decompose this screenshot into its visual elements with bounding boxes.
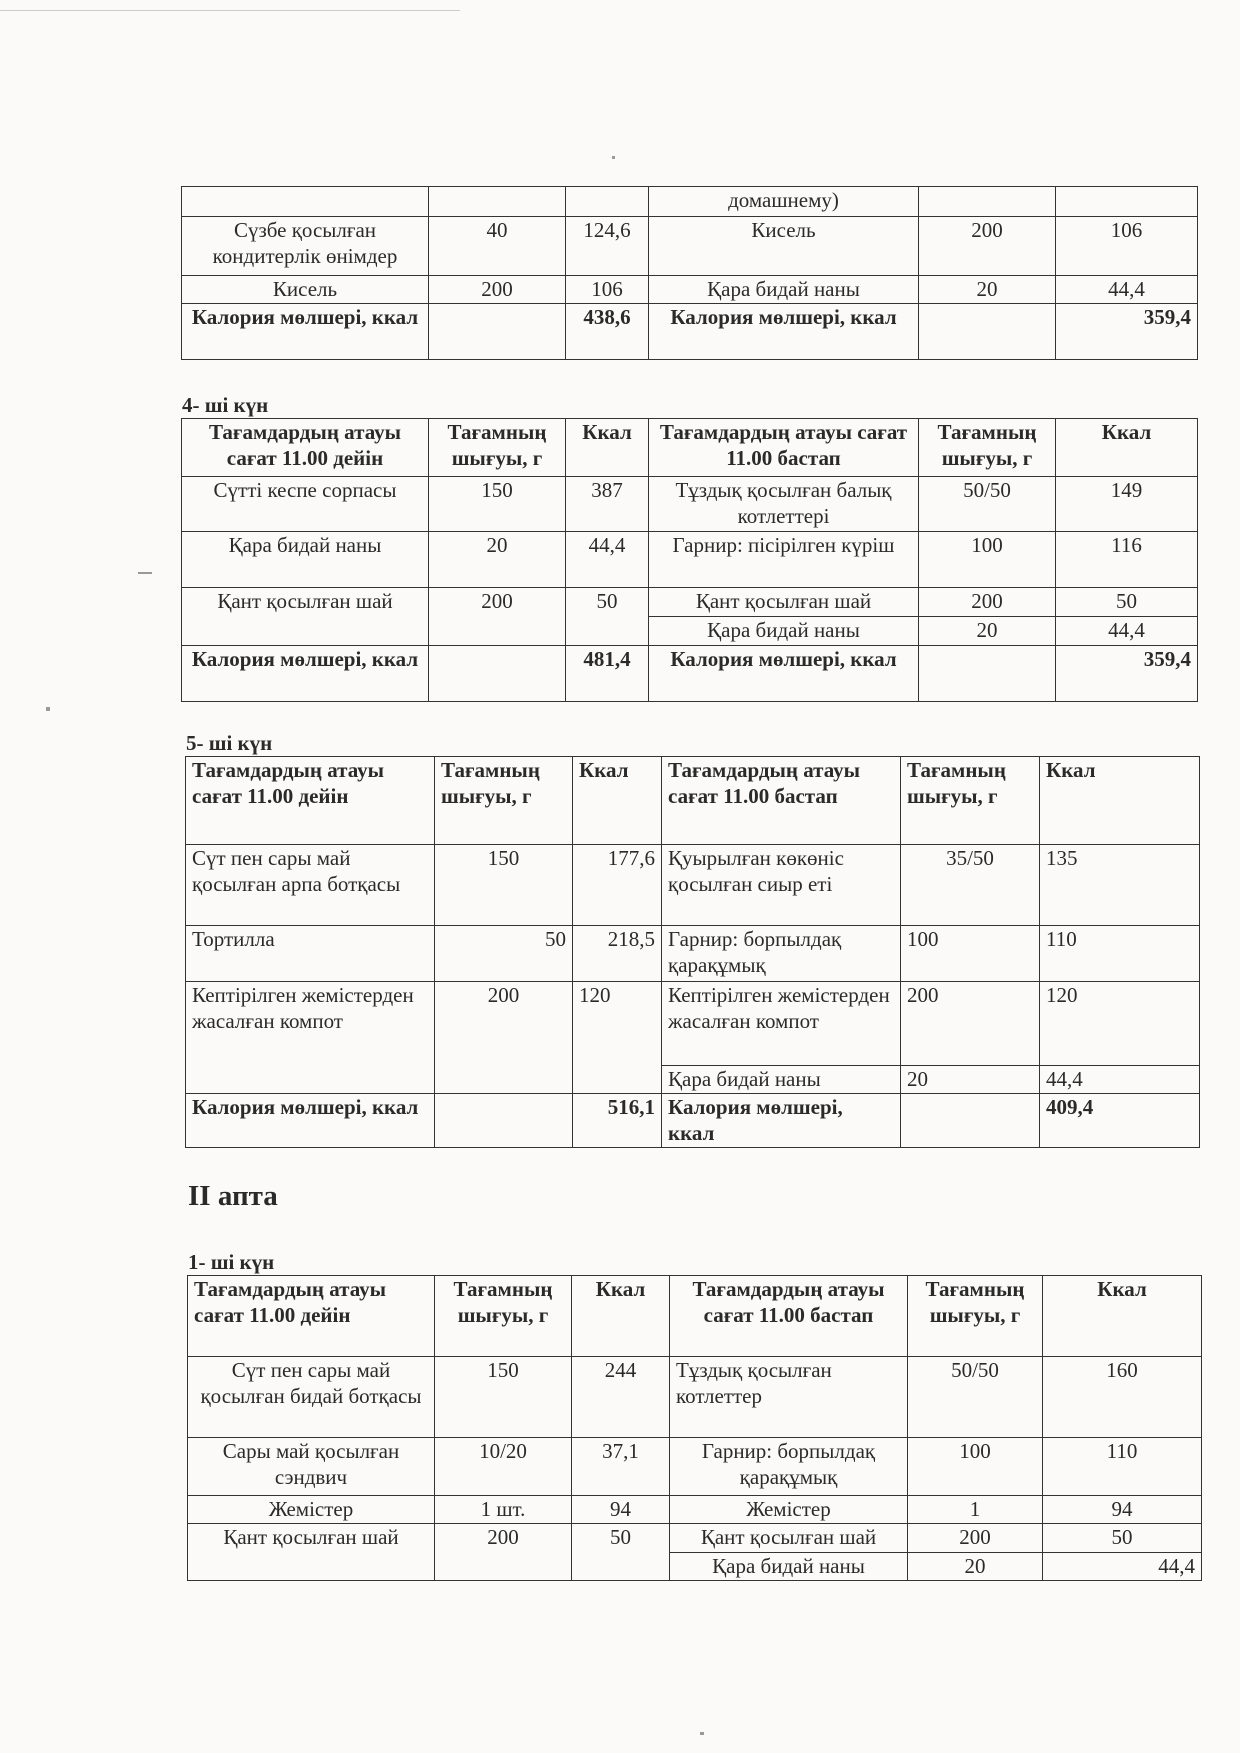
table-cell: Калория мөлшері, ккал: [182, 304, 429, 360]
header-cell: Ккал: [1043, 1276, 1202, 1357]
table-cell: [429, 304, 566, 360]
table-cell: 200: [429, 588, 566, 646]
table-header-row: [186, 757, 1200, 845]
table-cell: 200: [919, 217, 1056, 276]
week2-day1-table: [187, 1275, 1202, 1581]
table-cell: 160: [1043, 1357, 1202, 1438]
day4-label: 4- ші күн: [182, 393, 269, 417]
table-cell: Сүт пен сары май қосылған арпа ботқасы: [186, 845, 435, 926]
header-cell: Тағамның шығуы, г: [901, 757, 1040, 845]
table-cell: 94: [1043, 1496, 1202, 1524]
table-cell: Сары май қосылған сэндвич: [188, 1438, 435, 1496]
table-cell: 10/20: [435, 1438, 572, 1496]
table-cell: 106: [1056, 217, 1198, 276]
table-cell: 40: [429, 217, 566, 276]
table-cell: 200: [435, 982, 573, 1094]
table-cell: Гарнир: пісірілген күріш: [649, 532, 919, 588]
table-cell: Калория мөлшері, ккал: [649, 646, 919, 702]
table-cell: Калория мөлшері, ккал: [182, 646, 429, 702]
table-cell: 100: [919, 532, 1056, 588]
table-cell: 50/50: [919, 477, 1056, 532]
table-cell: Гарнир: борпылдақ қарақұмық: [670, 1438, 908, 1496]
table-cell: 135: [1040, 845, 1200, 926]
table-cell: Қант қосылған шай: [182, 588, 429, 646]
table-cell: 44,4: [1040, 1066, 1200, 1094]
table-row: [182, 477, 1198, 532]
top-meal-table: [181, 186, 1198, 360]
table-cell: Кисель: [649, 217, 919, 276]
table-cell: 44,4: [1056, 617, 1198, 646]
table-cell: Кисель: [182, 276, 429, 304]
table-cell: [429, 187, 566, 217]
table-cell: 37,1: [572, 1438, 670, 1496]
header-cell: Тағамдардың атауы сағат 11.00 бастап: [662, 757, 901, 845]
table-cell: 35/50: [901, 845, 1040, 926]
day5-table: [185, 756, 1200, 1148]
table-cell: 244: [572, 1357, 670, 1438]
table-cell: [901, 1094, 1040, 1148]
table-cell: 50: [1056, 588, 1198, 617]
table-cell: Тұздық қосылған балық котлеттері: [649, 477, 919, 532]
table-cell: Гарнир: борпылдақ қарақұмық: [662, 926, 901, 982]
table-cell: Қара бидай наны: [182, 532, 429, 588]
day5-label: 5- ші күн: [186, 731, 273, 755]
table-cell: 149: [1056, 477, 1198, 532]
table-cell: 200: [908, 1524, 1043, 1553]
header-cell: Тағамдардың атауы сағат 11.00 бастап: [670, 1276, 908, 1357]
table-cell: Тұздық қосылған котлеттер: [670, 1357, 908, 1438]
table-header-row: [188, 1276, 1202, 1357]
table-cell: 1 шт.: [435, 1496, 572, 1524]
table-cell: 44,4: [566, 532, 649, 588]
header-cell: Ккал: [566, 419, 649, 477]
table-cell: 120: [1040, 982, 1200, 1066]
table-cell: 50: [435, 926, 573, 982]
table-cell: Калория мөлшері, ккал: [186, 1094, 435, 1148]
table-cell: 110: [1040, 926, 1200, 982]
table-cell: 359,4: [1056, 646, 1198, 702]
table-cell: 359,4: [1056, 304, 1198, 360]
table-cell: Сүтті кеспе сорпасы: [182, 477, 429, 532]
table-cell: 50: [572, 1524, 670, 1581]
table-cell: 124,6: [566, 217, 649, 276]
header-cell: Тағамдардың атауы сағат 11.00 бастап: [649, 419, 919, 477]
table-cell: 218,5: [573, 926, 662, 982]
table-cell: 150: [435, 845, 573, 926]
table-row: [188, 1524, 1202, 1553]
table-cell: Қант қосылған шай: [670, 1524, 908, 1553]
table-cell: 200: [429, 276, 566, 304]
table-cell: 516,1: [573, 1094, 662, 1148]
table-cell: 110: [1043, 1438, 1202, 1496]
table-cell: Қара бидай наны: [649, 276, 919, 304]
table-cell: 150: [435, 1357, 572, 1438]
header-cell: Тағамның шығуы, г: [919, 419, 1056, 477]
scan-edge-mark: [0, 10, 460, 11]
scan-speck: [138, 572, 152, 574]
table-cell: 481,4: [566, 646, 649, 702]
table-cell: 438,6: [566, 304, 649, 360]
table-cell: 44,4: [1056, 276, 1198, 304]
table-row: [186, 845, 1200, 926]
day4-table: [181, 418, 1198, 702]
table-cell: 177,6: [573, 845, 662, 926]
table-cell: домашнему): [649, 187, 919, 217]
table-cell: Сүзбе қосылған кондитерлік өнімдер: [182, 217, 429, 276]
week-title: II апта: [188, 1180, 278, 1212]
table-row: [186, 982, 1200, 1066]
table-cell: 1: [908, 1496, 1043, 1524]
table-cell: 94: [572, 1496, 670, 1524]
table-row: [186, 1094, 1200, 1148]
table-cell: 20: [919, 617, 1056, 646]
table-cell: [919, 187, 1056, 217]
table-cell: [1056, 187, 1198, 217]
table-cell: 50: [566, 588, 649, 646]
table-cell: 150: [429, 477, 566, 532]
table-cell: Тортилла: [186, 926, 435, 982]
table-header-row: [182, 419, 1198, 477]
table-row: [186, 926, 1200, 982]
week2-day1-label: 1- ші күн: [188, 1250, 275, 1274]
header-cell: Тағамның шығуы, г: [429, 419, 566, 477]
table-row: [182, 532, 1198, 588]
table-cell: 100: [901, 926, 1040, 982]
header-cell: Тағамның шығуы, г: [908, 1276, 1043, 1357]
header-cell: Ккал: [573, 757, 662, 845]
table-cell: [182, 187, 429, 217]
table-cell: Қуырылған көкөніс қосылған сиыр еті: [662, 845, 901, 926]
table-row: [182, 304, 1198, 360]
header-cell: Тағамдардың атауы сағат 11.00 дейін: [186, 757, 435, 845]
table-row: [182, 187, 1198, 217]
header-cell: Тағамдардың атауы сағат 11.00 дейін: [182, 419, 429, 477]
scan-speck: [700, 1732, 704, 1735]
table-cell: 50: [1043, 1524, 1202, 1553]
table-row: [188, 1496, 1202, 1524]
scan-speck: [612, 156, 615, 159]
table-cell: Жемістер: [670, 1496, 908, 1524]
table-cell: 20: [901, 1066, 1040, 1094]
table-cell: Қара бидай наны: [670, 1553, 908, 1581]
table-cell: 120: [573, 982, 662, 1094]
table-cell: 116: [1056, 532, 1198, 588]
table-cell: Кептірілген жемістерден жасалған компот: [662, 982, 901, 1066]
table-cell: [429, 646, 566, 702]
table-cell: Сүт пен сары май қосылған бидай ботқасы: [188, 1357, 435, 1438]
table-cell: 387: [566, 477, 649, 532]
table-cell: 409,4: [1040, 1094, 1200, 1148]
table-cell: 44,4: [1043, 1553, 1202, 1581]
header-cell: Тағамдардың атауы сағат 11.00 дейін: [188, 1276, 435, 1357]
table-row: [182, 217, 1198, 276]
header-cell: Ккал: [1056, 419, 1198, 477]
table-cell: Қара бидай наны: [649, 617, 919, 646]
table-cell: 20: [919, 276, 1056, 304]
table-cell: 200: [901, 982, 1040, 1066]
table-cell: Қара бидай наны: [662, 1066, 901, 1094]
header-cell: Ккал: [572, 1276, 670, 1357]
table-row: [182, 646, 1198, 702]
table-cell: [435, 1094, 573, 1148]
table-cell: 106: [566, 276, 649, 304]
table-cell: Кептірілген жемістерден жасалған компот: [186, 982, 435, 1094]
table-cell: Жемістер: [188, 1496, 435, 1524]
table-row: [182, 588, 1198, 617]
scan-speck: [46, 707, 50, 711]
table-cell: [566, 187, 649, 217]
header-cell: Ккал: [1040, 757, 1200, 845]
table-cell: Қант қосылған шай: [649, 588, 919, 617]
table-row: [188, 1357, 1202, 1438]
table-cell: [919, 646, 1056, 702]
table-cell: [919, 304, 1056, 360]
table-cell: 200: [919, 588, 1056, 617]
table-cell: 100: [908, 1438, 1043, 1496]
table-cell: Калория мөлшері, ккал: [662, 1094, 901, 1148]
table-cell: 20: [429, 532, 566, 588]
table-cell: Калория мөлшері, ккал: [649, 304, 919, 360]
header-cell: Тағамның шығуы, г: [435, 757, 573, 845]
table-cell: 50/50: [908, 1357, 1043, 1438]
table-cell: 200: [435, 1524, 572, 1581]
header-cell: Тағамның шығуы, г: [435, 1276, 572, 1357]
table-row: [188, 1438, 1202, 1496]
table-cell: Қант қосылған шай: [188, 1524, 435, 1581]
table-cell: 20: [908, 1553, 1043, 1581]
table-row: [182, 276, 1198, 304]
